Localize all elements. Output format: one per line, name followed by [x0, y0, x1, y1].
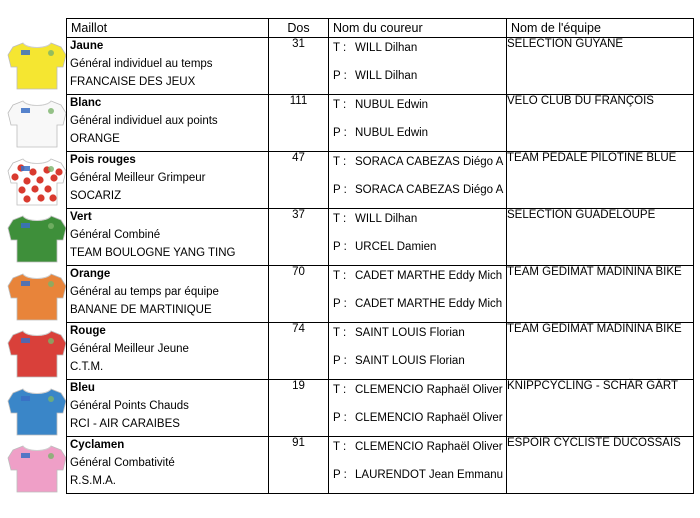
- rider-p: [333, 412, 503, 424]
- jersey-name: Pois rouges: [70, 154, 136, 166]
- classification: Général Meilleur Jeune: [70, 343, 189, 355]
- jersey-name: Blanc: [70, 97, 102, 109]
- team-name: TEAM PEDALE PILOTINE BLUE: [507, 152, 694, 209]
- classification: Général individuel aux points: [70, 115, 218, 127]
- team-name: SELECTION GUADELOUPE: [507, 209, 694, 266]
- rider-t: [333, 270, 502, 282]
- rider-t: [333, 156, 503, 168]
- team-name: KNIPPCYCLING - SCHÄR GÄRT: [507, 380, 694, 437]
- prefix-p: P :: [333, 70, 347, 82]
- sponsor: FRANCAISE DES JEUX: [70, 76, 196, 88]
- dos-number: 111: [269, 95, 329, 152]
- prefix-p: P :: [333, 469, 347, 481]
- coureur-cell: [329, 437, 507, 494]
- dos-number: 47: [269, 152, 329, 209]
- header-equipe: Nom de l'équipe: [507, 19, 694, 38]
- jersey-column: [0, 0, 66, 518]
- prefix-p: P :: [333, 184, 347, 196]
- rider-p-name: WILL Dilhan: [355, 70, 418, 82]
- coureur-cell: [329, 209, 507, 266]
- maillot-cell: [67, 437, 269, 494]
- rider-t-name: WILL Dilhan: [355, 42, 418, 54]
- jersey-jaune-icon: [7, 36, 67, 90]
- maillot-cell: [67, 323, 269, 380]
- sponsor: SOCARIZ: [70, 190, 122, 202]
- rider-t: [333, 327, 465, 339]
- jersey-name: Rouge: [70, 325, 106, 337]
- classification: Général au temps par équipe: [70, 286, 219, 298]
- sponsor: BANANE DE MARTINIQUE: [70, 304, 212, 316]
- table-row: [67, 95, 694, 152]
- coureur-cell: [329, 380, 507, 437]
- jersey-name: Jaune: [70, 40, 104, 52]
- prefix-p: P :: [333, 355, 347, 367]
- dos-number: 74: [269, 323, 329, 380]
- rider-p-name: CLEMENCIO Raphaël Oliver: [355, 412, 503, 424]
- prefix-p: P :: [333, 412, 347, 424]
- prefix-t: T :: [333, 270, 347, 282]
- rider-t-name: NUBUL Edwin: [355, 99, 429, 111]
- classification: Général individuel au temps: [70, 58, 213, 70]
- classification: Général Combiné: [70, 229, 161, 241]
- rider-p-name: SORACA CABEZAS Diégo A: [355, 184, 504, 196]
- classification: Général Meilleur Grimpeur: [70, 172, 206, 184]
- header-dos: Dos: [269, 19, 329, 38]
- rider-p: [333, 127, 428, 139]
- team-name: SELECTION GUYANE: [507, 38, 694, 95]
- classification: Général Combativité: [70, 457, 175, 469]
- dos-number: 70: [269, 266, 329, 323]
- rider-t: [333, 384, 503, 396]
- table-header-row: [67, 19, 694, 38]
- jersey-bleu-icon: [7, 382, 67, 436]
- prefix-t: T :: [333, 441, 347, 453]
- dos-number: 19: [269, 380, 329, 437]
- rider-t: [333, 99, 428, 111]
- header-maillot: Maillot: [67, 19, 269, 38]
- rider-t-name: SAINT LOUIS Florian: [355, 327, 465, 339]
- team-name: TEAM GEDIMAT MADININA BIKE: [507, 266, 694, 323]
- jersey-vert-icon: [7, 209, 67, 263]
- sponsor: C.T.M.: [70, 361, 104, 373]
- team-name: ESPOIR CYCLISTE DUCOSSAIS: [507, 437, 694, 494]
- table-row: [67, 209, 694, 266]
- rider-t: [333, 213, 417, 225]
- maillot-cell: [67, 380, 269, 437]
- sponsor: ORANGE: [70, 133, 120, 145]
- table-row: [67, 380, 694, 437]
- prefix-t: T :: [333, 327, 347, 339]
- rider-p-name: CADET MARTHE Eddy Mich: [355, 298, 503, 310]
- rider-t-name: CADET MARTHE Eddy Mich: [355, 270, 503, 282]
- dos-number: 91: [269, 437, 329, 494]
- prefix-p: P :: [333, 298, 347, 310]
- prefix-t: T :: [333, 99, 347, 111]
- coureur-cell: [329, 95, 507, 152]
- jersey-blanc-icon: [7, 94, 67, 148]
- jersey-rouge-icon: [7, 324, 67, 378]
- rider-p-name: NUBUL Edwin: [355, 127, 429, 139]
- jersey-name: Orange: [70, 268, 111, 280]
- team-name: TEAM GEDIMAT MADININA BIKE: [507, 323, 694, 380]
- jersey-name: Cyclamen: [70, 439, 125, 451]
- classification: Général Points Chauds: [70, 400, 189, 412]
- coureur-cell: [329, 323, 507, 380]
- rider-p: [333, 355, 465, 367]
- table-row: [67, 323, 694, 380]
- prefix-t: T :: [333, 384, 347, 396]
- jersey-name: Vert: [70, 211, 92, 223]
- prefix-p: P :: [333, 241, 347, 253]
- prefix-t: T :: [333, 42, 347, 54]
- rider-t: [333, 441, 503, 453]
- rider-t: [333, 42, 417, 54]
- rider-p-name: URCEL Damien: [355, 241, 437, 253]
- coureur-cell: [329, 152, 507, 209]
- rider-p: [333, 70, 417, 82]
- header-coureur: Nom du coureur: [329, 19, 507, 38]
- jersey-cyclamen-icon: [7, 439, 67, 493]
- rider-p: [333, 241, 436, 253]
- maillot-cell: [67, 152, 269, 209]
- prefix-t: T :: [333, 156, 347, 168]
- sponsor: TEAM BOULOGNE YANG TING: [70, 247, 236, 259]
- maillot-cell: [67, 38, 269, 95]
- prefix-t: T :: [333, 213, 347, 225]
- rider-p: [333, 469, 503, 481]
- rider-p: [333, 184, 503, 196]
- rider-t-name: CLEMENCIO Raphaël Oliver: [355, 441, 503, 453]
- coureur-cell: [329, 266, 507, 323]
- rider-t-name: SORACA CABEZAS Diégo A: [355, 156, 504, 168]
- sponsor: R.S.M.A.: [70, 475, 117, 487]
- table-row: [67, 152, 694, 209]
- jersey-pois-rouges-icon: [7, 152, 67, 206]
- table-row: [67, 266, 694, 323]
- rider-p: [333, 298, 502, 310]
- maillot-cell: [67, 266, 269, 323]
- jersey-name: Bleu: [70, 382, 95, 394]
- sponsor: RCI - AIR CARAIBES: [70, 418, 180, 430]
- jerseys-table: [66, 18, 694, 494]
- rider-p-name: SAINT LOUIS Florian: [355, 355, 465, 367]
- table-row: [67, 437, 694, 494]
- rider-p-name: LAURENDOT Jean Emmanu: [355, 469, 504, 481]
- prefix-p: P :: [333, 127, 347, 139]
- maillot-cell: [67, 95, 269, 152]
- maillot-cell: [67, 209, 269, 266]
- rider-t-name: WILL Dilhan: [355, 213, 418, 225]
- team-name: VELO CLUB DU FRANÇOIS: [507, 95, 694, 152]
- coureur-cell: [329, 38, 507, 95]
- table-row: [67, 38, 694, 95]
- rider-t-name: CLEMENCIO Raphaël Oliver: [355, 384, 503, 396]
- dos-number: 37: [269, 209, 329, 266]
- jersey-orange-icon: [7, 267, 67, 321]
- dos-number: 31: [269, 38, 329, 95]
